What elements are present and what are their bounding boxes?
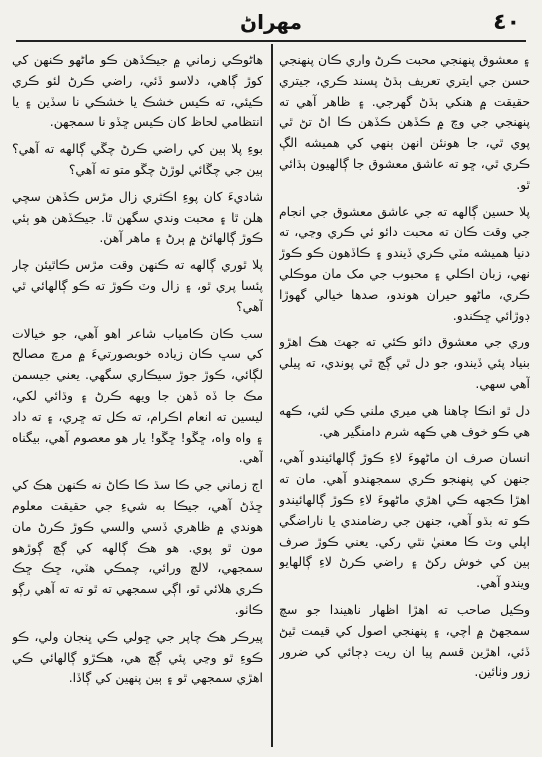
paragraph: انسان صرف ان ماڻهوءَ لاءِ ڪوڙ ڳالهائيندو آهي، جنهن کي پنهنجو ڪري سمجهندو آهي. مان ته اهڙا ڪجهه ڪي اهڙي ماڻهوءَ لاءِ ڪوڙ ڳالهائيندو ڪو ته بڌو آهي، جنهن جي رضامندي يا ناراضگي اپلي وٽ ڪا معنيٰ نٿي رکي. يعني ڪوڙ صرف ٻين کي خوش رکڻ ۽ راضي ڪرڻ لاءِ ڳالهايو ويندو آهي. — [279, 450, 530, 591]
paragraph: وري جي معشوق دائو ڪئي ته جهٽ هڪ اهڙو بنياد پئي ڏيندو، جو دل ٿي ڳچ ٿي پوندي، ته پيلي آهي سهي. — [279, 334, 530, 391]
paragraph: بوءِ پلا ٻين کي راضي ڪرڻ چڱي ڳالهه ته آهي؟ ٻين جي چڱائي لوڙڻ چڱو متو ته آهي؟ — [12, 141, 263, 177]
page-title: مهراڻ — [240, 10, 302, 34]
left-column — [12, 50, 263, 747]
paragraph: شاديءَ کان پوءِ اڪثري زال مڙس ڪڏهن سچي هلن ٿا ۽ محبت وندي سگهن ٿا. جيڪڏهن هو ٻئي ڪوڙ ڳالهائڻ ۾ ٻرڻ ۽ ماهر آهن. — [12, 188, 263, 246]
paragraph: ۽ معشوق پنهنجي محبت ڪرڻ واري ڪان پنهنجي حسن جي ايتري تعريف ٻڌڻ پسند ڪري، جيتري حقيقت ۾ هنکي ٻڌڻ گهرجي. ۽ ظاهر آهي ته پنهنجي جي وچ ۾ ڪڏهن ڪڏهن ڪا اڻ تڻ ٿي پوي ٿي، جا هونئن انهن ٻنهي کي هميشه الڳ ڪري ٿي، ڇو ته عاشق معشوق جا ڳالهيون ٻڌائي ٿو. — [279, 52, 530, 192]
header-rule — [16, 40, 526, 42]
paragraph: سب ڪان ڪامياب شاعر اهو آهي، جو خيالات کي سڀ ڪان زياده خوبصورتيءَ ۾ مرچ مصالح لڳائي، ڪوڙ جوڙ سيڪاري سگهي. يعني جيسمن مڪ جا ڏه ڏهن جا ويهه ڪرڻ ۽ وڌائي لکي، ليسين ته انعام اڪرام، ته ڪل ته ڇري، ۽ ته داد ۽ واه واه، ڇڱو! ڇڱو! يار هو معصوم آهي، بيگناه آهي. — [12, 325, 263, 466]
paragraph: پلا ٿوري ڳالهه ته ڪنهن وقت مڙس ڪاٿيئن چار پئسا پري ٿو، ۽ زال وٽ ڪوڙ ته ڪو ڳالهائي ٿي آهي؟ — [12, 257, 263, 314]
column-divider — [271, 44, 273, 747]
page-header — [16, 6, 526, 38]
paragraph: دل ٿو انڪا چاهنا هي ميري ملني ڪي لئي، ڪهه هي ڪو خوف هي ڪهه شرم دامنگير هي. — [279, 402, 530, 439]
page-number: ٤٠ — [493, 10, 520, 35]
paragraph: وڪيل صاحب ته اهڙا اظهار ناهيندا جو سچ سمجهڻ ۾ اچي، ۽ پنهنجي اصول کي قيمت ٿيڻ ڏئي، اهڙين قسم پيا ان ريت ڊڄائي کي ضرور زور وٺائين. — [279, 601, 530, 680]
paragraph: هاڻوڪي زماني ۾ جيڪڏهن ڪو ماڻهو ڪنهن کي کوڙ ڳاهي، دلاسو ڏئي، راضي ڪرڻ لئو ڪري ڪيئي، ته ڪيس خشڪ يا خشڪي نا سڏين ۽ يا انتظامي لحاظ کان ڪيس ڇڏو نا سمجهن. — [12, 52, 263, 130]
paragraph: پيرڪر هڪ چاپر جي ڇولي ڪي ڀنجان ولي، ڪو ڪوءِ ٿو وڃي پئي ڳچ هي، هڪڙو ڳالهائي ڪي اهڙي سمجهي ٿو ۽ ٻين پنهين کي ڳاڏا. — [12, 628, 263, 686]
paragraph: پلا حسين ڳالهه ته جي عاشق معشوق جي انجام جي وقت ڪان ته محبت دائو ئي ڪري وڃي، ته دنيا هميشه مٽي ڪري ڏيندو ۽ ڪاڏهون ڪو ڪوڙ نهي، زبان اڪلي ۽ محبوب جي مک مان موڪلي ڪري، ماڻهو حيران هوندو، صدها خيالي گهوڙا ڊوڙائي ڇڪندو. — [279, 203, 530, 323]
right-column — [279, 50, 530, 747]
paragraph: اڄ زماني جي ڪا سڌ ڪا ڪاڻ نه ڪنهن هڪ کي ڇڏڻ آهي، جيڪا به شيءِ جي حقيقت معلوم هوندي ۾ ظاهري ڏسي والسي ڪوڙ ڪرڻ مان مون ٿو پوي. هو هڪ ڳالهه کي ڳچ ڳوڙهو سمجهي، لالچ ورائي، چمڪي هٽي، ڇڪ ڇڪ ڪري هلائي ٿو، اڳي سمجهي ته ٿو ته ته آهي رڳو ڪاٺو. — [12, 477, 263, 617]
